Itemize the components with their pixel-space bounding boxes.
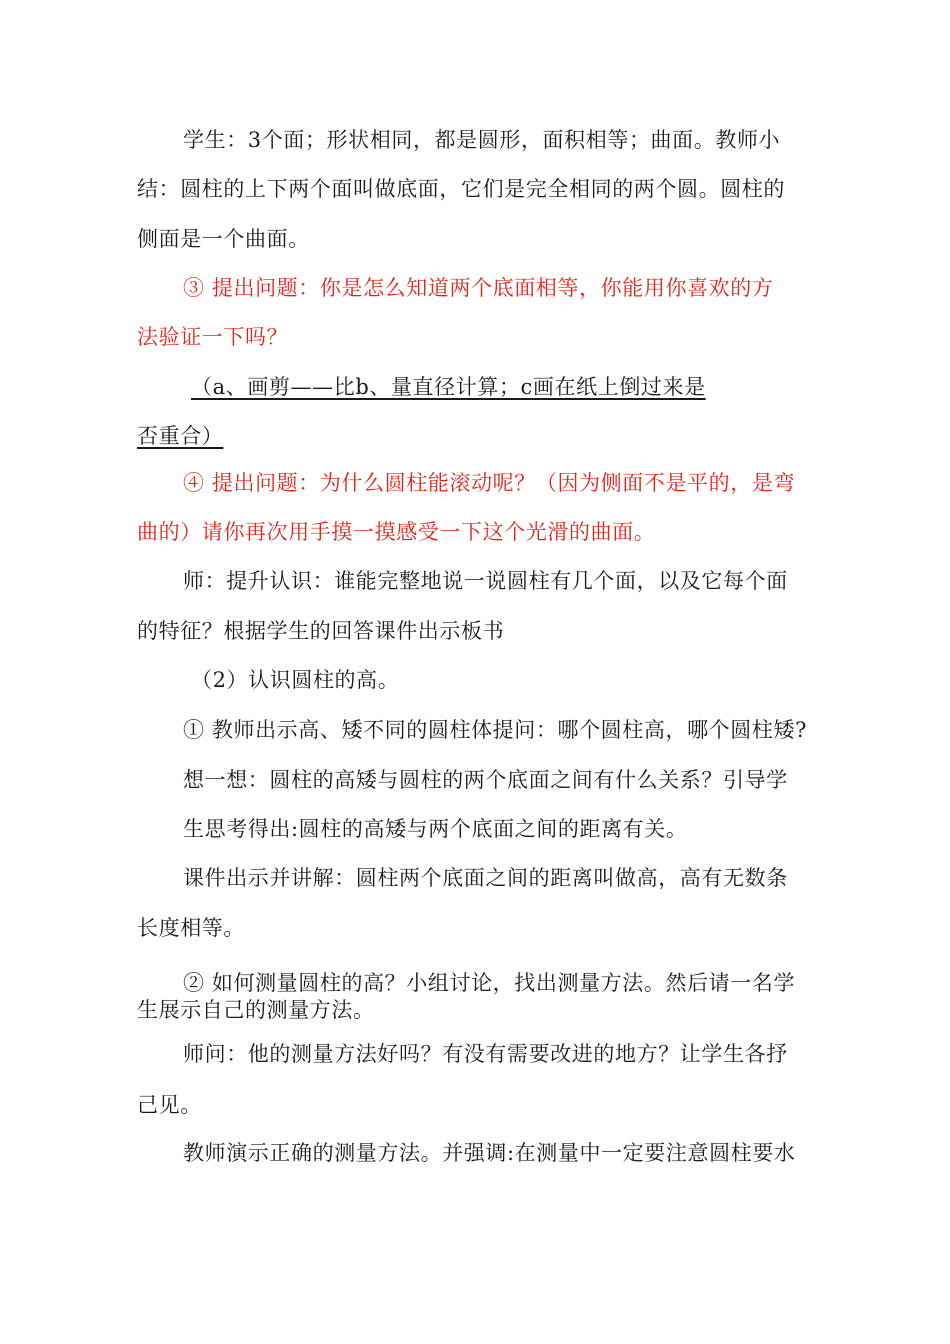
paragraph-line: 结：圆柱的上下两个面叫做底面，它们是完全相同的两个圆。圆柱的 [137, 177, 785, 201]
paragraph-line: 生展示自己的测量方法。 [137, 998, 375, 1022]
question-line: ③ 提出问题：你是怎么知道两个底面相等，你能用你喜欢的方 [183, 276, 774, 300]
question-line: 曲的）请你再次用手摸一摸感受一下这个光滑的曲面。 [137, 520, 656, 544]
paragraph-line: 师：提升认识：谁能完整地说一说圆柱有几个面，以及它每个面 [183, 569, 788, 593]
paragraph-line: ② 如何测量圆柱的高？小组讨论，找出测量方法。然后请一名学 [183, 971, 796, 995]
method-line: （a、画剪——比b、量直径计算；c画在纸上倒过来是 [191, 375, 706, 399]
paragraph-line: 侧面是一个曲面。 [137, 227, 310, 251]
paragraph-line: ① 教师出示高、矮不同的圆柱体提问：哪个圆柱高，哪个圆柱矮? [183, 718, 807, 742]
question-line: 法验证一下吗？ [137, 325, 289, 349]
paragraph-line: 己见。 [137, 1093, 202, 1117]
paragraph-line: 长度相等。 [137, 916, 245, 940]
section-heading: （2）认识圆柱的高。 [191, 668, 400, 692]
paragraph-line: 想一想：圆柱的高矮与圆柱的两个底面之间有什么关系？引导学 [183, 768, 788, 792]
paragraph-line: 师问：他的测量方法好吗？有没有需要改进的地方？让学生各抒 [183, 1042, 788, 1066]
paragraph-line: 学生：3个面；形状相同，都是圆形，面积相等；曲面。教师小 [183, 128, 781, 152]
method-line: 否重合） [137, 424, 224, 448]
paragraph-line: 课件出示并讲解：圆柱两个底面之间的距离叫做高，高有无数条 [183, 866, 788, 890]
paragraph-line: 的特征？根据学生的回答课件出示板书 [137, 619, 505, 643]
paragraph-line: 生思考得出:圆柱的高矮与两个底面之间的距离有关。 [183, 817, 688, 841]
question-line: ④ 提出问题：为什么圆柱能滚动呢？（因为侧面不是平的，是弯 [183, 471, 796, 495]
paragraph-line: 教师演示正确的测量方法。并强调:在测量中一定要注意圆柱要水 [183, 1141, 796, 1165]
